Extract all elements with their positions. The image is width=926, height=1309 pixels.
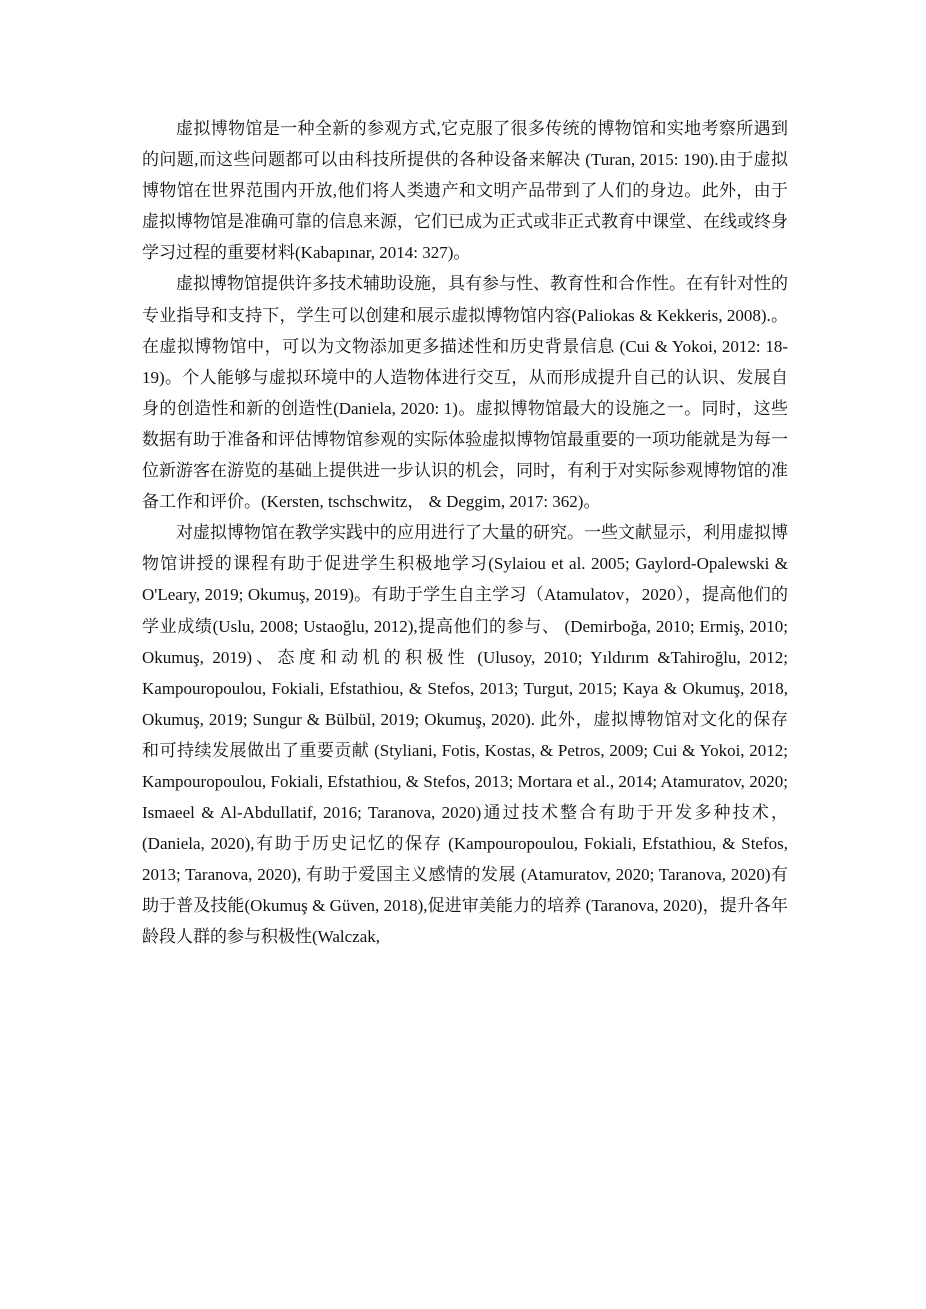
document-body xyxy=(142,113,788,953)
paragraph-1: 虚拟博物馆是一种全新的参观方式,它克服了很多传统的博物馆和实地考察所遇到的问题,而这些问题都可以由科技所提供的各种设备来解决 (Turan, 2015: 190).由于虚拟博物馆在世界范围内开放,他们将人类遗产和文明产品带到了人们的身边。此外，由于虚拟博物馆是准确可靠的信息来源，它们已成为正式或非正式教育中课堂、在线或终身学习过程的重要材料(Kabapınar, 2014: 327)。 xyxy=(142,119,788,263)
paragraph-2: 虚拟博物馆提供许多技术辅助设施，具有参与性、教育性和合作性。在有针对性的专业指导和支持下，学生可以创建和展示虚拟博物馆内容(Paliokas & Kekkeris, 2008).。在虚拟博物馆中，可以为文物添加更多描述性和历史背景信息 (Cui & Yokoi, 2012: 18-19)。个人能够与虚拟环境中的人造物体进行交互，从而形成提升自己的认识、发展自身的创造性和新的创造性(Daniela, 2020: 1)。虚拟博物馆最大的设施之一。同时，这些数据有助于准备和评估博物馆参观的实际体验虚拟博物馆最重要的一项功能就是为每一位新游客在游览的基础上提供进一步认识的机会，同时，有利于对实际参观博物馆的准备工作和评价。(Kersten, tschschwitz， & Deggim, 2017: 362)。 xyxy=(142,274,788,512)
paragraph-3: 对虚拟博物馆在教学实践中的应用进行了大量的研究。一些文献显示，利用虚拟博物馆讲授的课程有助于促进学生积极地学习(Sylaiou et al. 2005; Gaylord-Opalewski & O'Leary, 2019; Okumuş, 2019)。有助于学生自主学习（Atamulatov，2020），提高他们的学业成绩(Uslu, 2008; Ustaoğlu, 2012),提高他们的参与、 (Demirboğa, 2010; Ermiş, 2010; Okumuş, 2019)、态度和动机的积极性 (Ulusoy, 2010; Yıldırım &Tahiroğlu, 2012; Kampouropoulou, Fokiali, Efstathiou, & Stefos, 2013; Turgut, 2015; Kaya & Okumuş, 2018, Okumuş, 2019; Sungur & Bülbül, 2019; Okumuş, 2020). 此外，虚拟博物馆对文化的保存和可持续发展做出了重要贡献 (Styliani, Fotis, Kostas, & Petros, 2009; Cui & Yokoi, 2012; Kampouropoulou, Fokiali, Efstathiou, & Stefos, 2013; Mortara et al., 2014; Atamuratov, 2020; Ismaeel & Al-Abdullatif, 2016; Taranova, 2020)通过技术整合有助于开发多种技术，(Daniela, 2020),有助于历史记忆的保存 (Kampouropoulou, Fokiali, Efstathiou, & Stefos, 2013; Taranova, 2020), 有助于爱国主义感情的发展 (Atamuratov, 2020; Taranova, 2020)有助于普及技能(Okumuş & Güven, 2018),促进审美能力的培养 (Taranova, 2020)，提升各年龄段人群的参与积极性(Walczak, xyxy=(142,523,788,947)
